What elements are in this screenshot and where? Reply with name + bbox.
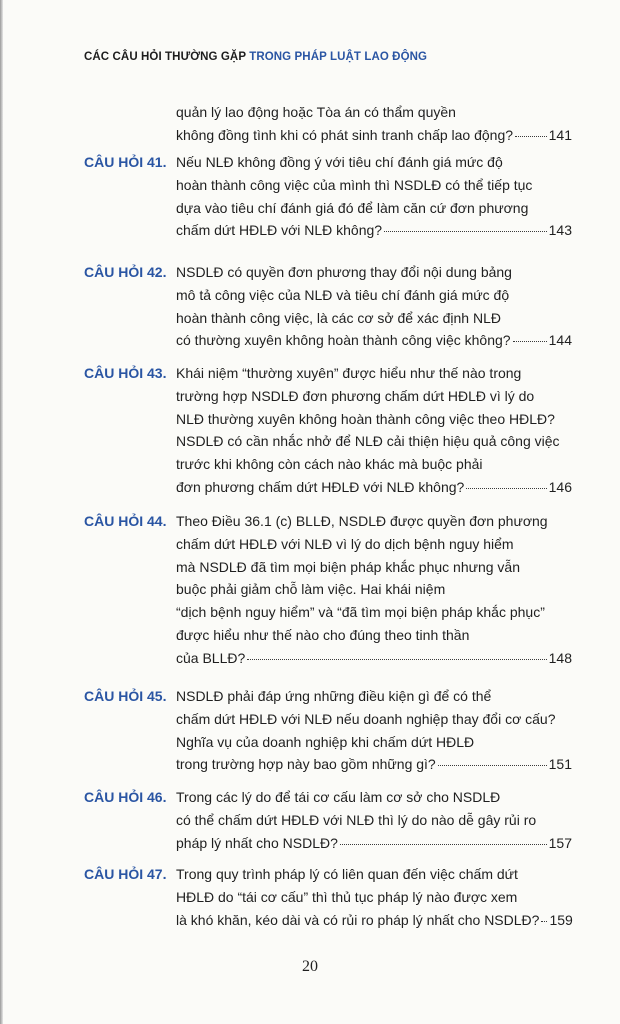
entry-text-line: Trong các lý do để tái cơ cấu làm cơ sở cho NSDLĐ — [176, 789, 501, 805]
page-number: 20 — [302, 958, 318, 975]
continued-entry — [176, 101, 572, 147]
dot-leader — [438, 765, 547, 766]
question-text — [176, 685, 572, 776]
entry-last-line — [176, 124, 572, 147]
entry-text-line: hoàn thành công việc của mình thì NSDLĐ có thể tiếp tục — [176, 176, 533, 193]
question-text — [176, 362, 572, 499]
dot-leader — [541, 921, 547, 922]
question-label: CÂU HỎI 47. — [84, 866, 167, 882]
question-label: CÂU HỎI 45. — [84, 688, 167, 704]
dot-leader — [466, 488, 546, 489]
entry-text-line: trường hợp NSDLĐ đơn phương chấm dứt HĐLĐ vì lý do — [176, 387, 535, 404]
dot-leader — [340, 844, 547, 845]
entry-text-line: NSDLĐ có cần nhắc nhở để NLĐ cải thiện hiệu quả công việc — [176, 433, 560, 450]
entry-text-line: Nếu NLĐ không đồng ý với tiêu chí đánh giá mức độ — [176, 154, 503, 170]
entry-page-number: 157 — [548, 834, 572, 851]
question-label: CÂU HỎI 42. — [84, 264, 167, 280]
question-text — [176, 786, 572, 854]
entry-last-line — [176, 753, 572, 776]
question-text — [176, 151, 572, 242]
entry-page-number: 151 — [548, 756, 572, 773]
entry-text-line: “dịch bệnh nguy hiểm” và “đã tìm mọi biện pháp khắc phục” — [176, 604, 545, 621]
question-label: CÂU HỎI 46. — [84, 789, 167, 805]
entry-text-line: trước khi không còn cách nào khác mà buộc phải — [176, 456, 483, 473]
entry-page-number: 141 — [548, 126, 572, 143]
entry-text-line: có thể chấm dứt HĐLĐ với NLĐ thì lý do nào dễ gây rủi ro — [176, 811, 537, 828]
entry-last-line — [176, 219, 572, 242]
running-header-part-b: TRONG PHÁP LUẬT LAO ĐỘNG — [249, 51, 428, 63]
entry-page-number: 146 — [548, 478, 572, 495]
dot-leader — [513, 341, 547, 342]
entry-last-line — [176, 329, 572, 352]
entry-text-line: chấm dứt HĐLĐ với NLĐ không? — [176, 222, 383, 239]
entry-text-line: mà NSDLĐ đã tìm mọi biện pháp khắc phục nhưng vẫn — [176, 558, 521, 575]
running-header — [84, 51, 427, 63]
question-label: CÂU HỎI 44. — [84, 513, 167, 529]
entry-last-line — [176, 909, 572, 932]
entry-text-line: được hiểu như thế nào cho đúng theo tinh thần — [176, 626, 470, 643]
entry-page-number: 159 — [549, 911, 573, 928]
entry-text-line: chấm dứt HĐLĐ với NLĐ vì lý do dịch bệnh nguy hiểm — [176, 535, 514, 552]
dot-leader — [247, 659, 546, 660]
entry-page-number: 148 — [548, 649, 572, 666]
entry-text-line: buộc phải giảm chỗ làm việc. Hai khái niệm — [176, 581, 446, 598]
entry-text-line: Trong quy trình pháp lý có liên quan đến việc chấm dứt — [176, 866, 518, 882]
entry-page-number: 144 — [548, 332, 572, 349]
question-label: CÂU HỎI 43. — [84, 365, 167, 381]
entry-text-line: không đồng tình khi có phát sinh tranh chấp lao động? — [176, 126, 514, 143]
entry-text-line: Khái niệm “thường xuyên” được hiểu như thế nào trong — [176, 365, 522, 381]
dot-leader — [384, 231, 547, 232]
page-edge-shadow — [0, 0, 3, 1024]
entry-text-line: hoàn thành công việc, là các cơ sở để xác định NLĐ — [176, 309, 501, 326]
entry-text-line: quản lý lao động hoặc Tòa án có thẩm quyền — [176, 104, 456, 120]
running-header-part-a: CÁC CÂU HỎI THƯỜNG GẶP — [84, 51, 246, 63]
entry-text-line: HĐLĐ do “tái cơ cấu” thì thủ tục pháp lý nào được xem — [176, 888, 518, 905]
entry-text-line: là khó khăn, kéo dài và có rủi ro pháp lý nhất cho NSDLĐ? — [176, 911, 540, 928]
entry-text-line: có thường xuyên không hoàn thành công việc không? — [176, 332, 511, 349]
entry-text-line: pháp lý nhất cho NSDLĐ? — [176, 834, 338, 851]
question-text — [176, 261, 572, 352]
entry-text-line: trong trường hợp này bao gồm những gì? — [176, 756, 436, 773]
entry-text-line: NSDLĐ có quyền đơn phương thay đổi nội dung bảng — [176, 264, 512, 280]
entry-text-line: đơn phương chấm dứt HĐLĐ với NLĐ không? — [176, 478, 465, 495]
entry-last-line — [176, 832, 572, 855]
entry-text-line: NLĐ thường xuyên không hoàn thành công việc theo HĐLĐ? — [176, 410, 555, 427]
entry-text-line: dựa vào tiêu chí đánh giá đó để làm căn cứ đơn phương — [176, 199, 529, 216]
entry-last-line — [176, 647, 572, 670]
entry-text-line: chấm dứt HĐLĐ với NLĐ nếu doanh nghiệp thay đổi cơ cấu? — [176, 710, 556, 727]
entry-last-line — [176, 476, 572, 499]
entry-text-line: của BLLĐ? — [176, 649, 246, 666]
entry-text-line: Theo Điều 36.1 (c) BLLĐ, NSDLĐ được quyền đơn phương — [176, 513, 548, 529]
question-text — [176, 510, 572, 670]
question-label: CÂU HỎI 41. — [84, 154, 167, 170]
dot-leader — [515, 136, 547, 137]
entry-text-line: Nghĩa vụ của doanh nghiệp khi chấm dứt HĐLĐ — [176, 733, 475, 750]
entry-text-line: NSDLĐ phải đáp ứng những điều kiện gì để có thể — [176, 688, 492, 704]
question-text — [176, 863, 572, 931]
entry-text-line: mô tả công việc của NLĐ và tiêu chí đánh giá mức độ — [176, 286, 510, 303]
entry-page-number: 143 — [548, 222, 572, 239]
